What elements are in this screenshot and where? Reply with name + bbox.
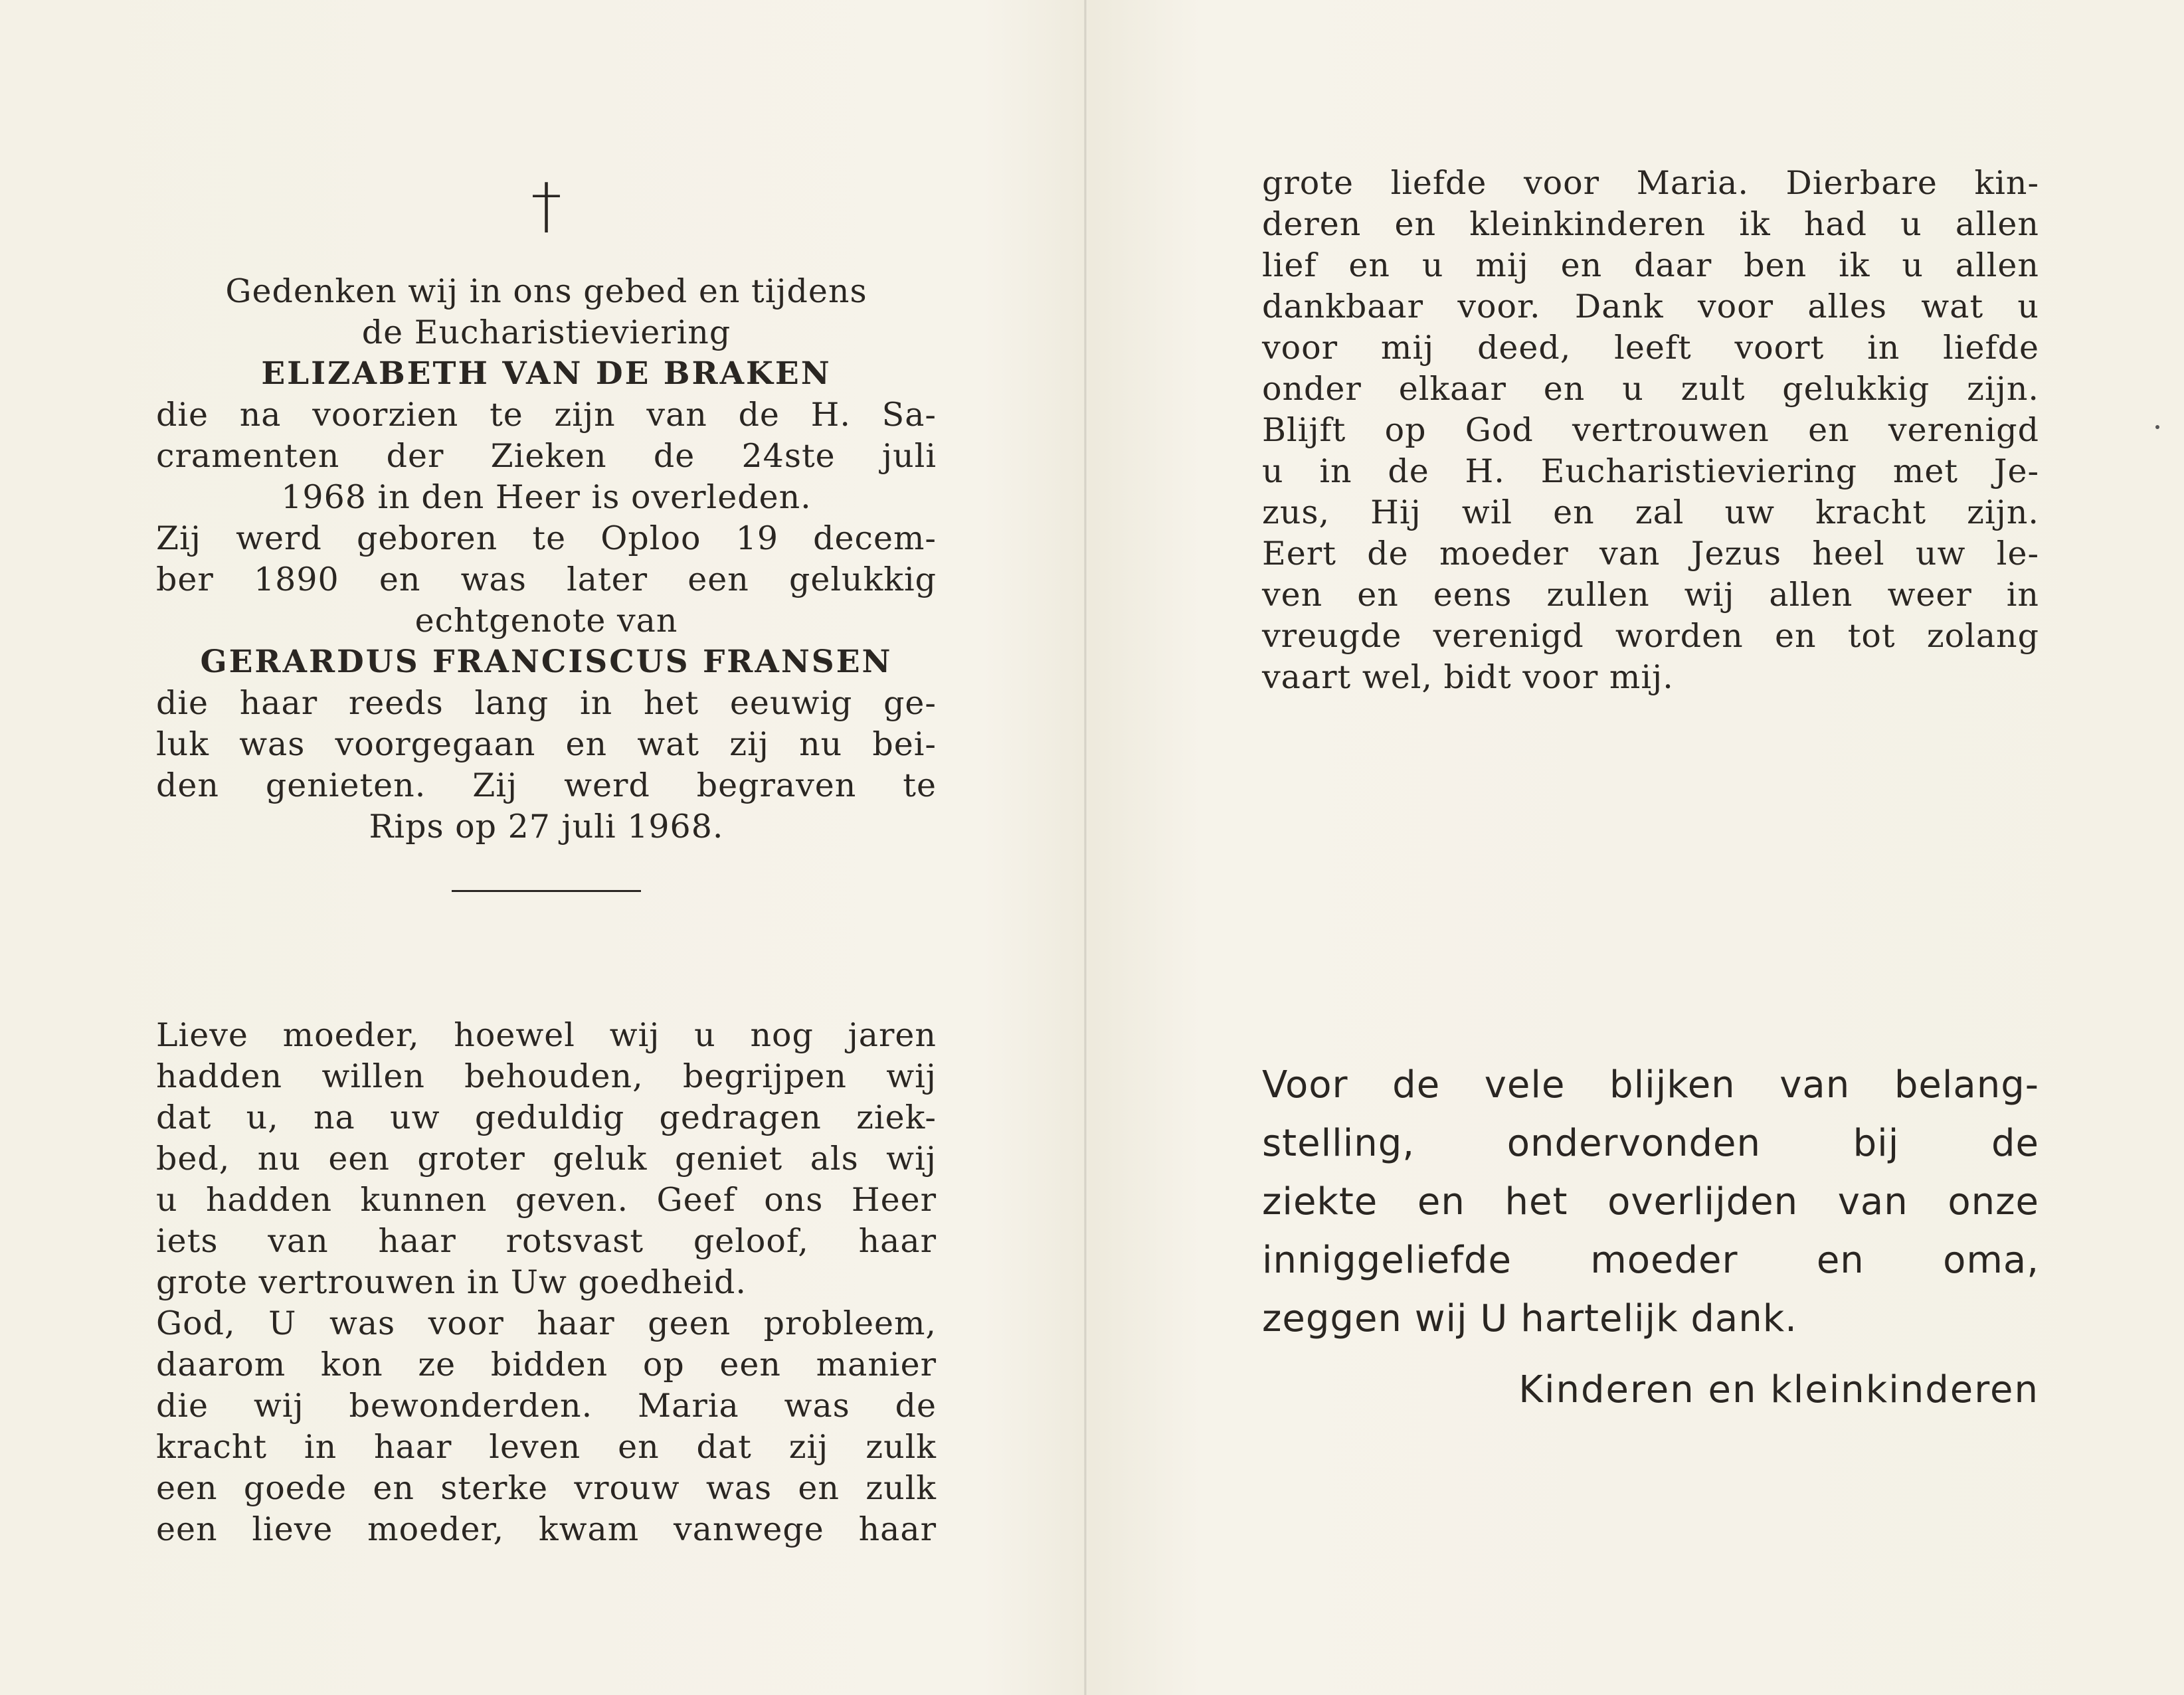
burial-line: Rips op 27 juli 1968. (369, 808, 724, 846)
spouse-name: GERARDUS FRANCISCUS FRANSEN (200, 644, 893, 680)
thanks-line: Voor de vele blijken van belang- (1262, 1063, 2039, 1107)
continuation-line: vreugde verenigd worden en tot zolang (1262, 617, 2039, 655)
prayer-line: iets van haar rotsvast geloof, haar (156, 1222, 937, 1260)
continuation-line: voor mij deed, leeft voort in liefde (1262, 329, 2039, 367)
burial-line: luk was voorgegaan en wat zij nu bei- (156, 725, 937, 763)
thanks-line: ziekte en het overlijden van onze (1262, 1180, 2039, 1223)
divider-rule (452, 890, 641, 892)
signature: Kinderen en kleinkinderen (1518, 1368, 2039, 1411)
continuation-line: ven en eens zullen wij allen weer in (1262, 576, 2039, 614)
continuation-line: lief en u mij en daar ben ik u allen (1262, 246, 2039, 284)
death-line: cramenten der Zieken de 24ste juli (156, 437, 937, 475)
prayer-line: een lieve moeder, kwam vanwege haar (156, 1510, 937, 1548)
right-prayer-continuation (1262, 163, 2039, 698)
prayer-line: een goede en sterke vrouw was en zulk (156, 1469, 937, 1507)
continuation-line: zus, Hij wil en zal uw kracht zijn. (1262, 493, 2039, 531)
prayer-line: die wij bewonderden. Maria was de (156, 1387, 937, 1425)
deceased-name: ELIZABETH VAN DE BRAKEN (261, 355, 832, 392)
left-panel (156, 0, 937, 1695)
prayer-line: dat u, na uw geduldig gedragen ziek- (156, 1099, 937, 1136)
continuation-line: Eert de moeder van Jezus heel uw le- (1262, 535, 2039, 573)
ink-speck (2155, 425, 2159, 429)
continuation-line: grote liefde voor Maria. Dierbare kin- (1262, 164, 2039, 202)
continuation-line: Blijft op God vertrouwen en verenigd (1262, 411, 2039, 449)
announcement-line: Gedenken wij in ons gebed en tijdens (225, 272, 867, 310)
prayer-line: bed, nu een groter geluk geniet als wij (156, 1140, 937, 1178)
announcement-line: de Eucharistieviering (361, 313, 731, 351)
continuation-line: onder elkaar en u zult gelukkig zijn. (1262, 370, 2039, 408)
prayer-line: u hadden kunnen geven. Geef ons Heer (156, 1181, 937, 1219)
death-line: die na voorzien te zijn van de H. Sa- (156, 396, 937, 434)
cross-symbol: † (531, 170, 562, 241)
thanks-line: inniggeliefde moeder en oma, (1262, 1239, 2039, 1282)
death-line: 1968 in den Heer is overleden. (281, 478, 812, 516)
burial-line: den genieten. Zij werd begraven te (156, 766, 937, 804)
birth-line: Zij werd geboren te Oploo 19 decem- (156, 519, 937, 557)
continuation-line: dankbaar voor. Dank voor alles wat u (1262, 288, 2039, 325)
thanks-line: zeggen wij U hartelijk dank. (1262, 1297, 1797, 1340)
thanks-section (1262, 1056, 2039, 1413)
prayer-line: grote vertrouwen in Uw goedheid. (156, 1263, 747, 1301)
spouse-intro: echtgenote van (414, 602, 678, 640)
prayer-line: hadden willen behouden, begrijpen wij (156, 1057, 937, 1095)
card-fold (1084, 0, 1087, 1695)
prayer-line: God, U was voor haar geen probleem, (156, 1304, 937, 1342)
prayer-line: daarom kon ze bidden op een manier (156, 1346, 937, 1383)
continuation-line: vaart wel, bidt voor mij. (1262, 658, 1674, 696)
thanks-line: stelling, ondervonden bij de (1262, 1122, 2039, 1165)
prayer-line: Lieve moeder, hoewel wij u nog jaren (156, 1016, 937, 1054)
birth-line: ber 1890 en was later een gelukkig (156, 561, 937, 598)
burial-line: die haar reeds lang in het eeuwig ge- (156, 684, 937, 722)
prayer-text (156, 1015, 937, 1550)
continuation-line: u in de H. Eucharistieviering met Je- (1262, 452, 2039, 490)
memorial-text (156, 271, 937, 892)
prayer-line: kracht in haar leven en dat zij zulk (156, 1428, 937, 1466)
continuation-line: deren en kleinkinderen ik had u allen (1262, 205, 2039, 243)
